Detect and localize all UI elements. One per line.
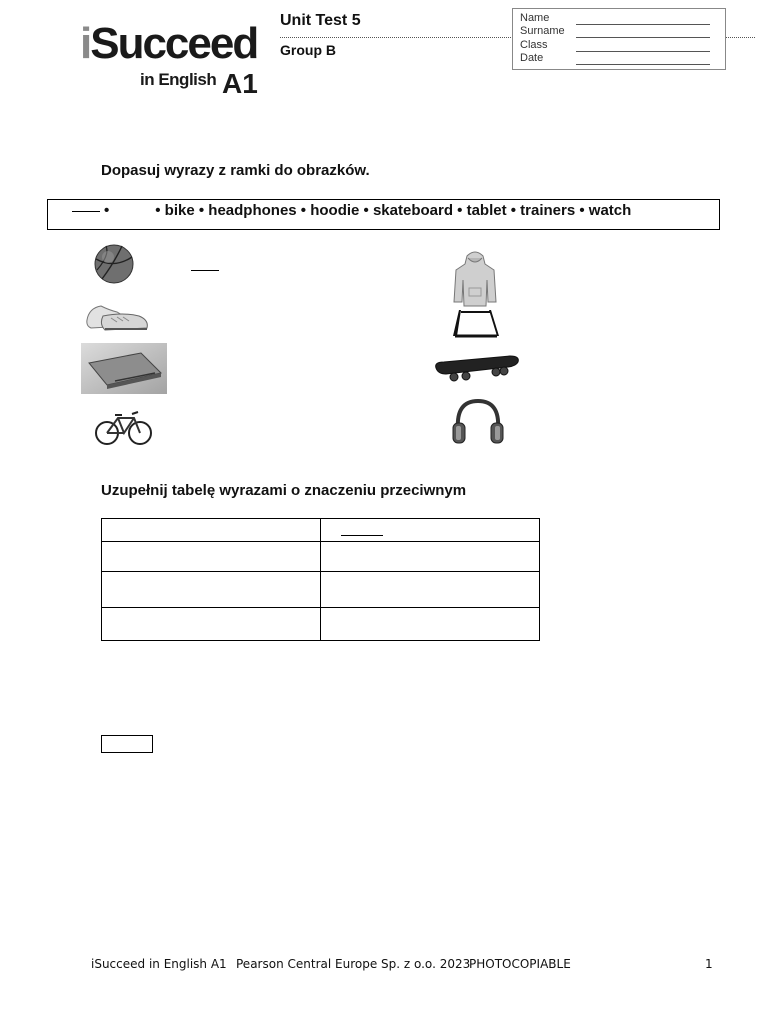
exercise1-instruction: Dopasuj wyrazy z ramki do obrazków. [101,162,370,179]
answer-line-example[interactable] [191,270,219,271]
opposites-table [101,518,540,641]
table-cell[interactable] [102,608,321,641]
footer-publisher: Pearson Central Europe Sp. z o.o. 2023 [236,957,471,971]
student-info-box [512,8,726,70]
name-field[interactable] [576,24,710,25]
footer-photocopiable: PHOTOCOPIABLE [469,957,571,971]
table-cell[interactable] [321,572,540,608]
score-box[interactable] [101,735,153,753]
word-box [47,199,720,230]
unit-title: Unit Test 5 [280,12,361,29]
laptop-icon [81,343,167,394]
logo-level: A1 [222,68,258,99]
word-box-text [72,202,631,219]
name-label: Name [520,12,550,24]
table-cell[interactable] [102,572,321,608]
table-row [102,542,540,572]
logo-i: i [80,19,91,68]
hoodie-icon [452,250,498,308]
table-cell[interactable] [321,608,540,641]
example-gap [72,211,100,212]
tablet-icon [451,308,501,338]
surname-field[interactable] [576,37,710,38]
class-label: Class [520,39,548,51]
table-row [102,608,540,641]
word-list: • bike • headphones • hoodie • skateboard • tablet • trainers • watch [155,202,632,219]
table-row [102,519,540,542]
table-cell[interactable] [102,519,321,542]
exercise2-instruction: Uzupełnij tabelę wyrazami o znaczeniu przeciwnym [101,482,467,499]
class-field[interactable] [576,51,710,52]
date-field[interactable] [576,64,710,65]
table-cell[interactable] [102,542,321,572]
logo [80,19,258,68]
date-label: Date [520,52,544,64]
table-cell[interactable] [321,519,540,542]
skateboard-icon [432,350,522,384]
page-number: 1 [705,957,713,971]
example-answer-line [341,535,383,536]
surname-label: Surname [520,25,565,37]
headphones-icon [450,397,506,447]
logo-sub: in English [140,70,217,89]
basketball-icon [92,243,136,285]
table-cell[interactable] [321,542,540,572]
trainers-icon [83,298,153,336]
word-bullet: • [104,202,110,219]
logo-main: Succeed [90,19,258,68]
table-row [102,572,540,608]
group-title: Group B [280,42,336,58]
bike-icon [94,406,154,448]
footer-book: iSucceed in English A1 [91,957,227,971]
